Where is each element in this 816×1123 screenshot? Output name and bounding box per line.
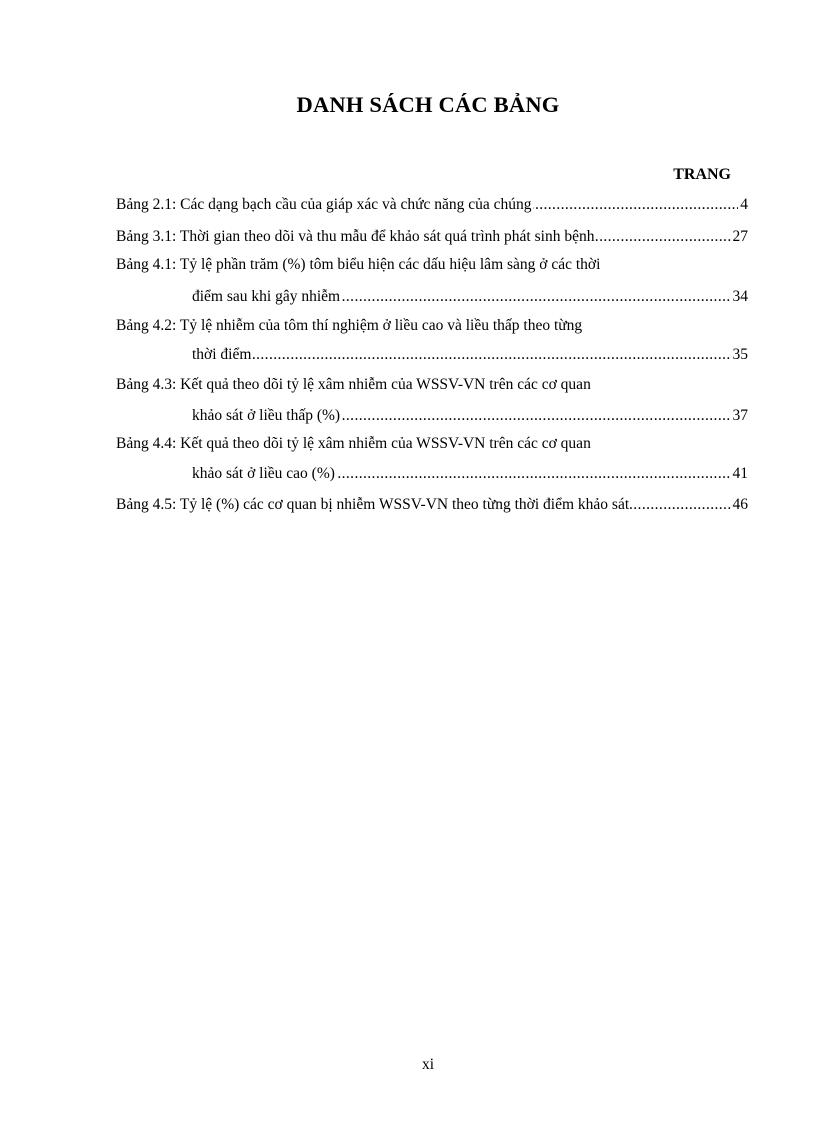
entry-label: Bảng 4.2:: [116, 317, 177, 334]
entry-text: Các dạng bạch cầu của giáp xác và chức năng của chúng: [180, 196, 532, 213]
entry-label: Bảng 4.3:: [116, 376, 177, 393]
entry-text: Thời gian theo dõi và thu mẫu để khảo sát quá trình phát sinh bệnh: [179, 228, 595, 245]
entry-text-cont: điểm sau khi gây nhiễm: [192, 288, 341, 305]
toc-entry-bang-4-4[interactable]: [116, 433, 748, 455]
entry-label: Bảng 2.1:: [116, 196, 177, 213]
toc-entry-bang-2-1[interactable]: [116, 194, 748, 216]
entry-text-cont: thời điểm: [192, 346, 252, 363]
leader-dots: [192, 344, 748, 366]
entry-text: Kết quả theo dõi tỷ lệ xâm nhiễm của WSSV-VN trên các cơ quan: [180, 376, 591, 393]
entry-label: Bảng 4.5:: [116, 496, 177, 513]
toc-entry-bang-4-3-cont[interactable]: [192, 405, 748, 427]
entry-text: Kết quả theo dõi tỷ lệ xâm nhiễm của WSSV-VN trên các cơ quan: [180, 435, 591, 452]
toc-entry-bang-4-4-cont[interactable]: [192, 463, 748, 485]
entry-page-number: 37: [731, 405, 749, 427]
toc-entry-bang-4-1-cont[interactable]: [192, 286, 748, 308]
entry-page-number: 27: [731, 226, 749, 248]
toc-entry-bang-4-1[interactable]: [116, 254, 748, 276]
toc-entry-bang-3-1[interactable]: [116, 226, 748, 248]
entry-text: Tỷ lệ phần trăm (%) tôm biểu hiện các dấu hiệu lâm sàng ở các thời: [179, 256, 601, 273]
entry-page-number: 46: [731, 494, 749, 516]
entry-page-number: 41: [731, 463, 749, 485]
entry-label: Bảng 3.1:: [116, 228, 177, 245]
toc-entry-bang-4-2-cont[interactable]: [192, 344, 748, 366]
page-title: DANH SÁCH CÁC BẢNG: [296, 92, 560, 117]
entry-label: Bảng 4.1:: [116, 256, 177, 273]
page-column-header: TRANG: [673, 166, 731, 183]
entry-page-number: 35: [731, 344, 749, 366]
toc-entry-bang-4-2[interactable]: [116, 315, 748, 337]
entry-label: Bảng 4.4:: [116, 435, 177, 452]
toc-entry-bang-4-3[interactable]: [116, 374, 748, 396]
entry-text: Tỷ lệ (%) các cơ quan bị nhiễm WSSV-VN theo từng thời điểm khảo sát: [179, 496, 630, 513]
footer-page-number: xi: [421, 1056, 435, 1073]
entry-text: Tỷ lệ nhiễm của tôm thí nghiệm ở liều cao và liều thấp theo từng: [179, 317, 583, 334]
entry-text-cont: khảo sát ở liều thấp (%): [192, 407, 341, 424]
entry-text-cont: khảo sát ở liều cao (%): [192, 465, 335, 482]
toc-entry-bang-4-5[interactable]: [116, 494, 748, 516]
entry-page-number: 34: [731, 286, 749, 308]
entry-page-number: 4: [738, 194, 748, 216]
